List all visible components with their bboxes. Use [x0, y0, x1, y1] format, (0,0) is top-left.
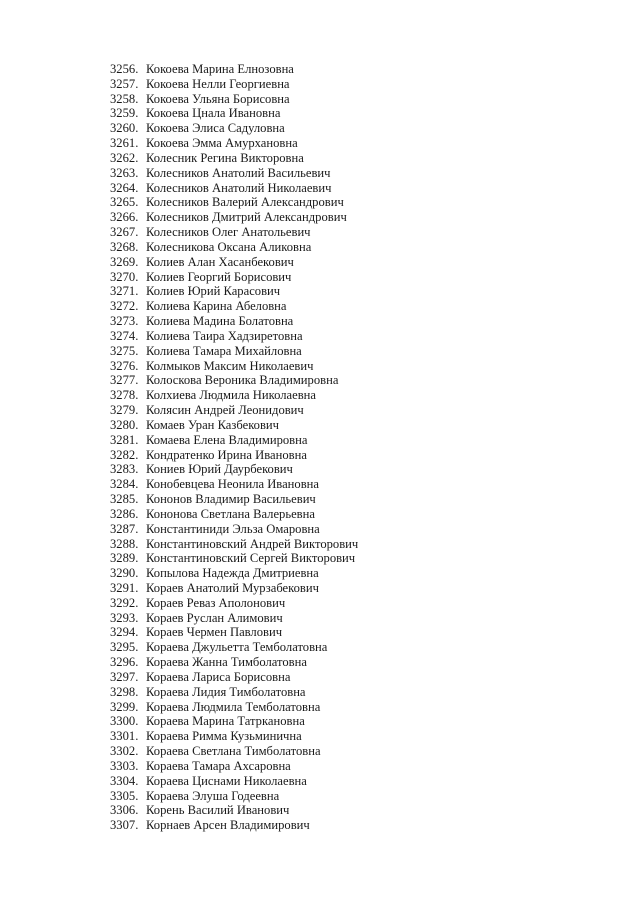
entry-number: 3268. — [110, 239, 139, 254]
entry-name: Колесников Дмитрий Александрович — [146, 210, 347, 225]
list-item — [110, 181, 358, 196]
list-item — [110, 92, 358, 107]
entry-number: 3259. — [110, 106, 139, 121]
entry-name: Колхиева Людмила Николаевна — [146, 388, 316, 403]
entry-number: 3290. — [110, 566, 139, 581]
entry-name: Кораева Лариса Борисовна — [146, 669, 291, 684]
entry-number: 3271. — [110, 284, 139, 299]
entry-name: Константиниди Эльза Омаровна — [146, 521, 320, 536]
list-item — [110, 166, 358, 181]
entry-name: Кораева Жанна Тимболатовна — [146, 655, 307, 670]
entry-name: Колясин Андрей Леонидович — [146, 403, 304, 418]
entry-number: 3270. — [110, 269, 139, 284]
list-item — [110, 136, 358, 151]
entry-number: 3260. — [110, 121, 139, 136]
entry-number: 3305. — [110, 788, 139, 803]
entry-number: 3298. — [110, 684, 139, 699]
list-item — [110, 151, 358, 166]
entry-number: 3301. — [110, 729, 139, 744]
entry-number: 3300. — [110, 714, 139, 729]
entry-name: Кокоева Элиса Садуловна — [146, 121, 285, 136]
list-item — [110, 477, 358, 492]
entry-number: 3277. — [110, 373, 139, 388]
list-item — [110, 640, 358, 655]
entry-name: Комаева Елена Владимировна — [146, 432, 308, 447]
entry-name: Кокоева Марина Елнозовна — [146, 62, 294, 76]
entry-name: Колесников Анатолий Васильевич — [146, 165, 331, 180]
list-item — [110, 774, 358, 789]
entry-name: Кораева Марина Татркановна — [146, 714, 305, 729]
entry-number: 3302. — [110, 744, 139, 759]
entry-name: Колиева Карина Абеловна — [146, 299, 287, 314]
entry-number: 3288. — [110, 536, 139, 551]
list-item — [110, 359, 358, 374]
entry-number: 3269. — [110, 254, 139, 269]
entry-number: 3278. — [110, 388, 139, 403]
entry-name: Колиева Таира Хадзиретовна — [146, 328, 303, 343]
list-item — [110, 700, 358, 715]
list-item — [110, 625, 358, 640]
entry-number: 3267. — [110, 225, 139, 240]
list-item — [110, 714, 358, 729]
entry-name: Копылова Надежда Дмитриевна — [146, 566, 319, 581]
entry-name: Колесников Анатолий Николаевич — [146, 180, 332, 195]
entry-number: 3262. — [110, 150, 139, 165]
entry-number: 3256. — [110, 62, 139, 76]
list-item — [110, 299, 358, 314]
entry-number: 3285. — [110, 492, 139, 507]
name-list — [110, 62, 358, 833]
list-item — [110, 344, 358, 359]
entry-name: Колесник Регина Викторовна — [146, 150, 304, 165]
entry-number: 3263. — [110, 165, 139, 180]
entry-name: Кораева Джульетта Темболатовна — [146, 640, 328, 655]
entry-number: 3272. — [110, 299, 139, 314]
list-item — [110, 596, 358, 611]
entry-name: Кораев Чермен Павлович — [146, 625, 283, 640]
list-item — [110, 581, 358, 596]
entry-name: Кораева Циснами Николаевна — [146, 773, 307, 788]
entry-name: Колоскова Вероника Владимировна — [146, 373, 339, 388]
entry-name: Колиева Тамара Михайловна — [146, 343, 302, 358]
list-item — [110, 433, 358, 448]
list-item — [110, 62, 358, 77]
list-item — [110, 611, 358, 626]
entry-number: 3296. — [110, 655, 139, 670]
entry-name: Колиев Юрий Карасович — [146, 284, 281, 299]
entry-name: Кониев Юрий Даурбекович — [146, 462, 293, 477]
entry-number: 3297. — [110, 669, 139, 684]
entry-number: 3266. — [110, 210, 139, 225]
list-item — [110, 106, 358, 121]
entry-number: 3282. — [110, 447, 139, 462]
entry-number: 3289. — [110, 551, 139, 566]
list-item — [110, 537, 358, 552]
entry-name: Кораев Руслан Алимович — [146, 610, 283, 625]
entry-name: Кораева Тамара Ахсаровна — [146, 758, 291, 773]
entry-name: Константиновский Андрей Викторович — [146, 536, 359, 551]
entry-name: Кондратенко Ирина Ивановна — [146, 447, 307, 462]
entry-number: 3264. — [110, 180, 139, 195]
entry-name: Колесников Олег Анатольевич — [146, 225, 311, 240]
list-item — [110, 225, 358, 240]
entry-name: Колиев Георгий Борисович — [146, 269, 292, 284]
entry-name: Кокоева Нелли Георгиевна — [146, 76, 290, 91]
entry-number: 3273. — [110, 314, 139, 329]
entry-number: 3286. — [110, 506, 139, 521]
entry-number: 3261. — [110, 136, 139, 151]
entry-name: Корнаев Арсен Владимирович — [146, 818, 310, 833]
list-item — [110, 685, 358, 700]
entry-name: Кокоева Ульяна Борисовна — [146, 91, 290, 106]
entry-name: Колесников Валерий Александрович — [146, 195, 344, 210]
list-item — [110, 373, 358, 388]
list-item — [110, 314, 358, 329]
entry-name: Конобевцева Неонила Ивановна — [146, 477, 319, 492]
entry-name: Колмыков Максим Николаевич — [146, 358, 314, 373]
entry-number: 3294. — [110, 625, 139, 640]
list-item — [110, 655, 358, 670]
list-item — [110, 77, 358, 92]
entry-name: Кораев Анатолий Мурзабекович — [146, 580, 319, 595]
entry-name: Комаев Уран Казбекович — [146, 417, 279, 432]
entry-name: Кононов Владимир Васильевич — [146, 492, 316, 507]
entry-name: Кораева Лидия Тимболатовна — [146, 684, 306, 699]
list-item — [110, 388, 358, 403]
list-item — [110, 551, 358, 566]
entry-number: 3287. — [110, 521, 139, 536]
list-item — [110, 121, 358, 136]
entry-number: 3275. — [110, 343, 139, 358]
entry-name: Кораева Римма Кузьминична — [146, 729, 302, 744]
entry-number: 3283. — [110, 462, 139, 477]
entry-number: 3295. — [110, 640, 139, 655]
entry-name: Кораева Светлана Тимболатовна — [146, 744, 321, 759]
list-item — [110, 418, 358, 433]
entry-number: 3292. — [110, 595, 139, 610]
entry-number: 3280. — [110, 417, 139, 432]
entry-number: 3276. — [110, 358, 139, 373]
list-item — [110, 210, 358, 225]
entry-number: 3279. — [110, 403, 139, 418]
entry-name: Кораева Людмила Темболатовна — [146, 699, 321, 714]
list-item — [110, 403, 358, 418]
entry-name: Кокоева Эмма Амурхановна — [146, 136, 298, 151]
list-item — [110, 270, 358, 285]
entry-name: Кононова Светлана Валерьевна — [146, 506, 315, 521]
entry-name: Кокоева Цнала Ивановна — [146, 106, 281, 121]
entry-name: Колесникова Оксана Аликовна — [146, 239, 312, 254]
entry-number: 3258. — [110, 91, 139, 106]
list-item — [110, 729, 358, 744]
list-item — [110, 803, 358, 818]
entry-name: Колиева Мадина Болатовна — [146, 314, 294, 329]
entry-number: 3274. — [110, 328, 139, 343]
list-item — [110, 507, 358, 522]
entry-number: 3303. — [110, 758, 139, 773]
entry-name: Константиновский Сергей Викторович — [146, 551, 356, 566]
entry-number: 3306. — [110, 803, 139, 818]
list-item — [110, 759, 358, 774]
entry-name: Корень Василий Иванович — [146, 803, 290, 818]
list-item — [110, 789, 358, 804]
list-item — [110, 566, 358, 581]
entry-number: 3284. — [110, 477, 139, 492]
list-item — [110, 329, 358, 344]
list-item — [110, 284, 358, 299]
list-item — [110, 448, 358, 463]
list-item — [110, 462, 358, 477]
entry-number: 3299. — [110, 699, 139, 714]
entry-number: 3265. — [110, 195, 139, 210]
list-item — [110, 522, 358, 537]
entry-number: 3257. — [110, 76, 139, 91]
list-item — [110, 240, 358, 255]
list-item — [110, 670, 358, 685]
entry-number: 3291. — [110, 580, 139, 595]
entry-number: 3281. — [110, 432, 139, 447]
list-item — [110, 744, 358, 759]
list-item — [110, 255, 358, 270]
list-item — [110, 818, 358, 833]
entry-name: Колиев Алан Хасанбекович — [146, 254, 294, 269]
entry-name: Кораев Реваз Аполонович — [146, 595, 286, 610]
entry-number: 3293. — [110, 610, 139, 625]
entry-number: 3304. — [110, 773, 139, 788]
entry-number: 3307. — [110, 818, 139, 833]
entry-name: Кораева Элуша Годеевна — [146, 788, 280, 803]
list-item — [110, 492, 358, 507]
list-item — [110, 195, 358, 210]
